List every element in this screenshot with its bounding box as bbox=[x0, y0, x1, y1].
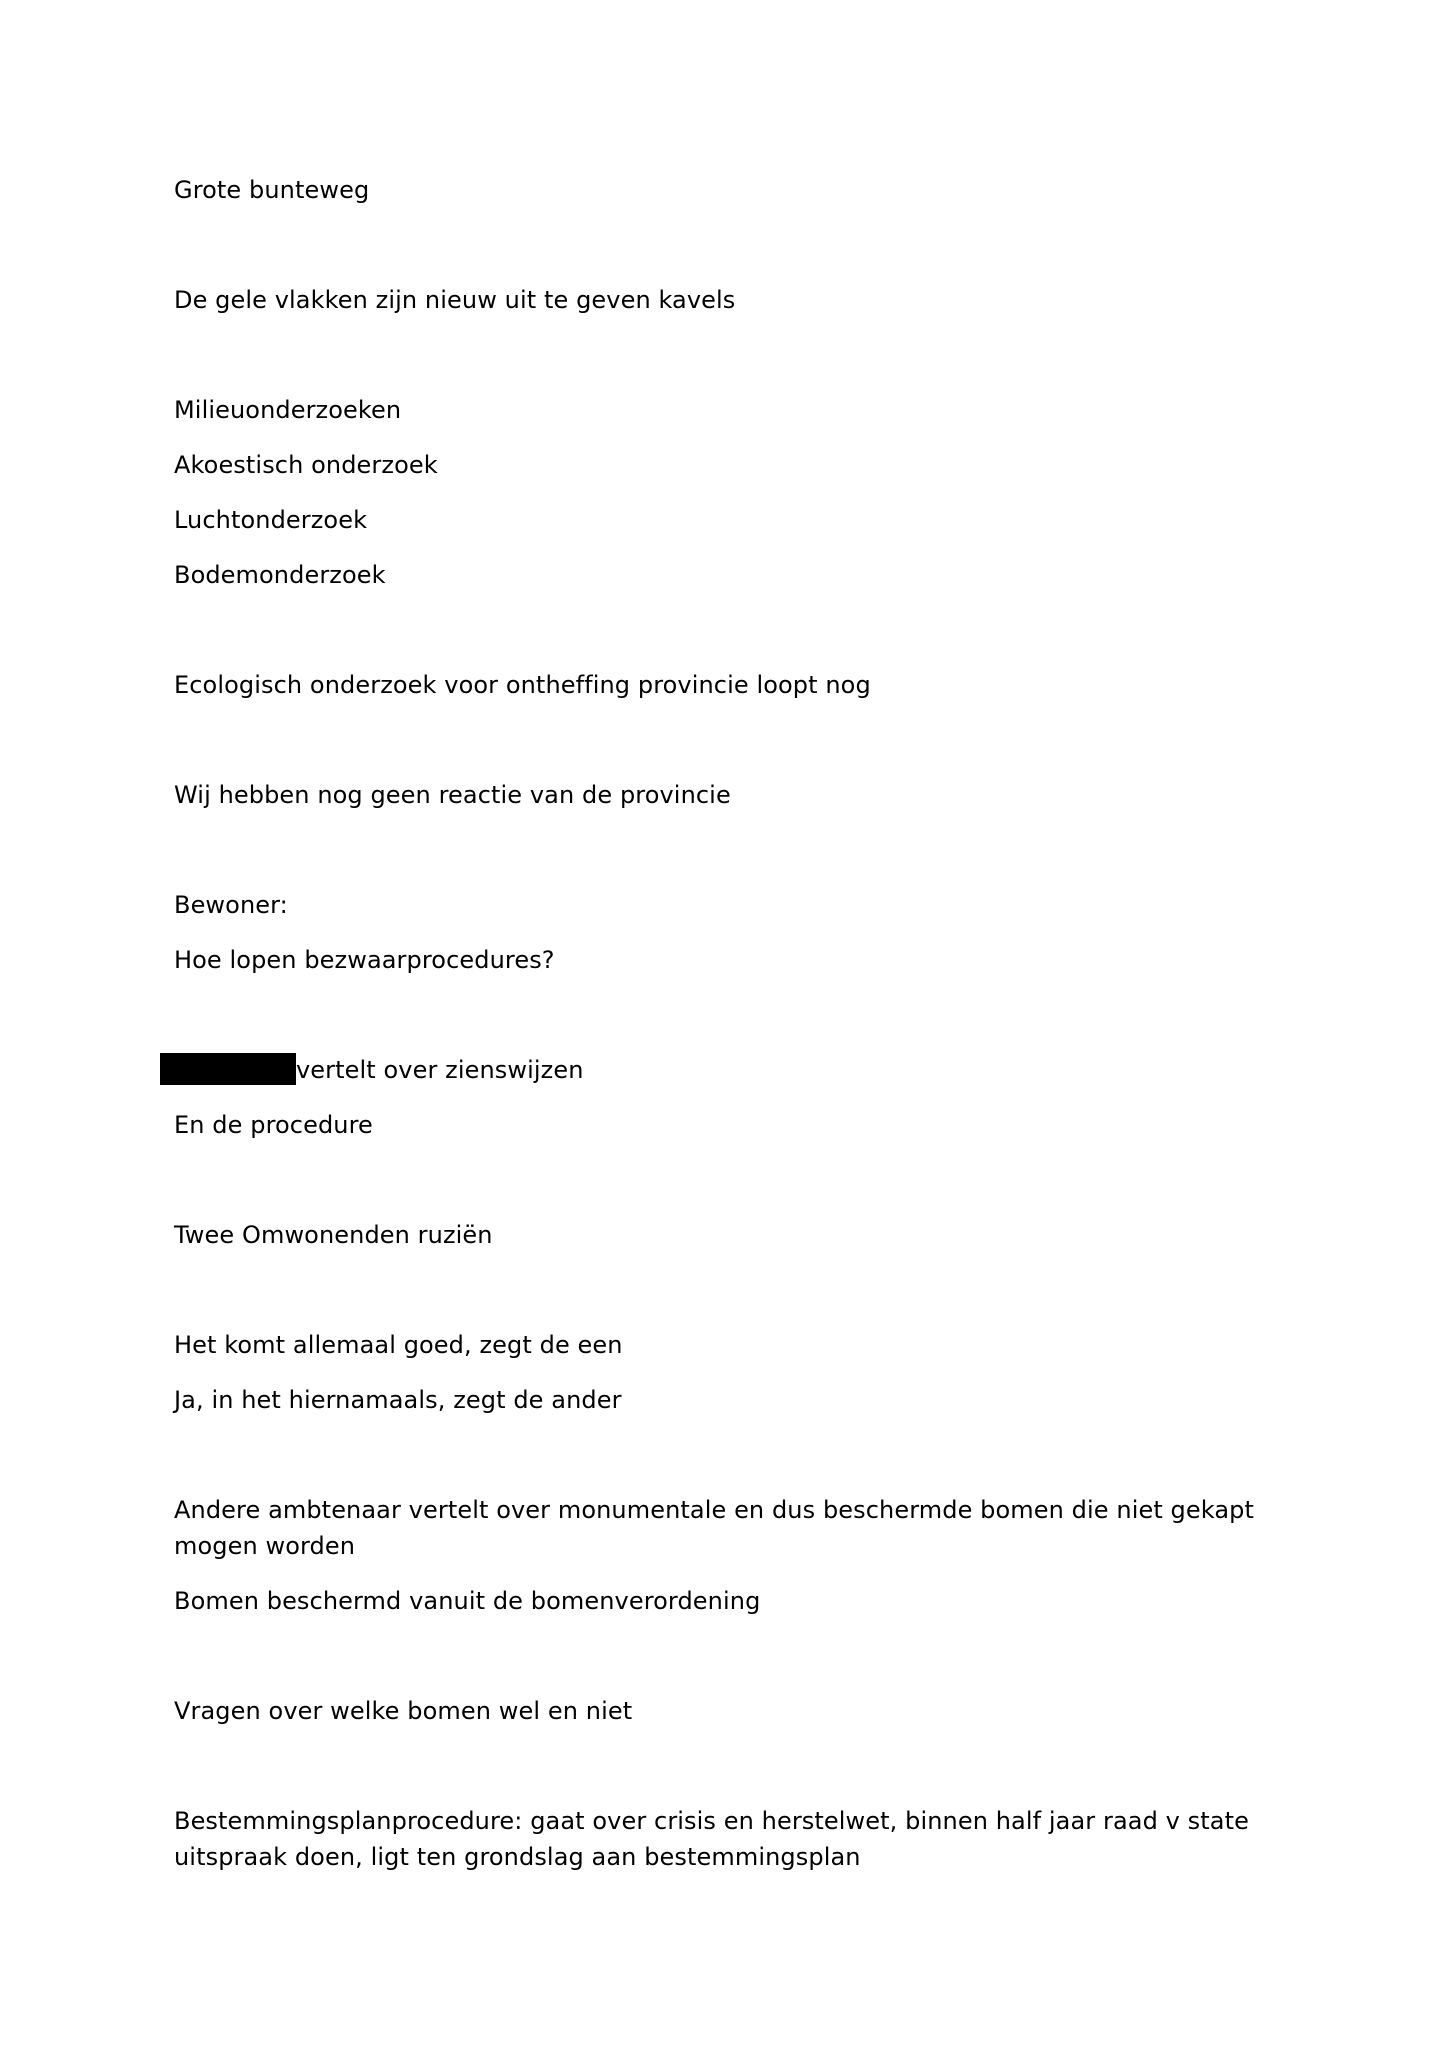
text-line: Bodemonderzoek bbox=[174, 561, 386, 589]
text-line: Luchtonderzoek bbox=[174, 506, 368, 534]
text-line: Vragen over welke bomen wel en niet bbox=[174, 1697, 633, 1725]
text-line: En de procedure bbox=[174, 1111, 373, 1139]
speaker-label: Bewoner: bbox=[174, 891, 288, 919]
heading-street-name: Grote bunteweg bbox=[174, 176, 370, 204]
text-fragment: vertelt over zienswijzen bbox=[296, 1056, 584, 1084]
text-line: Bomen beschermd vanuit de bomenverordening bbox=[174, 1587, 761, 1615]
text-line: Milieuonderzoeken bbox=[174, 396, 402, 424]
text-paragraph: Andere ambtenaar vertelt over monumentale en dus beschermde bomen die niet gekapt mogen worden bbox=[174, 1496, 1254, 1560]
text-line: Ecologisch onderzoek voor ontheffing provincie loopt nog bbox=[174, 671, 871, 699]
text-line: De gele vlakken zijn nieuw uit te geven kavels bbox=[174, 286, 736, 314]
text-line: Akoestisch onderzoek bbox=[174, 451, 438, 479]
text-paragraph: Bestemmingsplanprocedure: gaat over crisis en herstelwet, binnen half jaar raad v state uitspraak doen, ligt ten grondslag aan bestemmingsplan bbox=[174, 1807, 1249, 1871]
text-line: Twee Omwonenden ruziën bbox=[174, 1221, 493, 1249]
redaction-block bbox=[160, 1053, 296, 1085]
text-line: Ja, in het hiernamaals, zegt de ander bbox=[174, 1386, 622, 1414]
text-line: Het komt allemaal goed, zegt de een bbox=[174, 1331, 623, 1359]
text-line: Hoe lopen bezwaarprocedures? bbox=[174, 946, 555, 974]
text-line-with-redaction bbox=[174, 1052, 584, 1088]
text-line: Wij hebben nog geen reactie van de provincie bbox=[174, 781, 731, 809]
